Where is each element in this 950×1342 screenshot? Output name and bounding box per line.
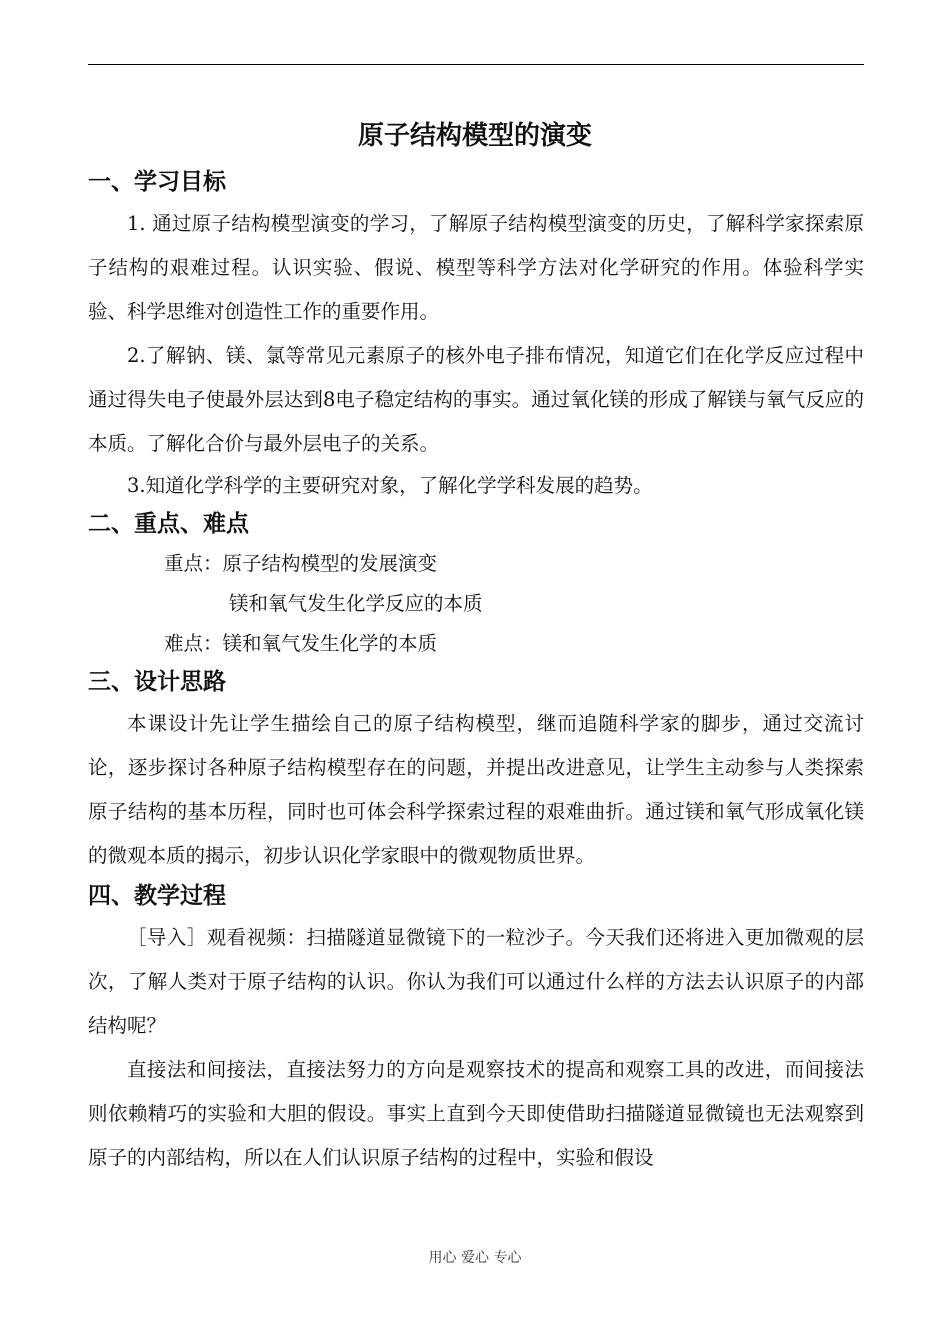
section-heading: 三、设计思路 (88, 669, 226, 695)
intro-paragraph (88, 916, 864, 1048)
paragraph: 3.知道化学科学的主要研究对象，了解化学学科发展的趋势。 (127, 474, 653, 497)
intro-label: ［导入］ (127, 926, 207, 949)
page-footer: 用心 爱心 专心 (428, 1250, 522, 1266)
paragraph: 直接法和间接法，直接法努力的方向是观察技术的提高和观察工具的改进，而间接法则依赖精巧的实验和大胆的假设。事实上直到今天即使借助扫描隧道显微镜也无法观察到原子的内部结构，所以在人们认识原子结构的过程中，实验和假设 (88, 1058, 864, 1169)
section-heading: 二、重点、难点 (88, 511, 249, 537)
paragraph: 2.了解钠、镁、氯等常见元素原子的核外电子排布情况，知道它们在化学反应过程中通过得失电子使最外层达到8电子稳定结构的事实。通过氧化镁的形成了解镁与氧气反应的本质。了解化合价与最外层电子的关系。 (88, 344, 864, 455)
section-heading: 四、教学过程 (88, 883, 226, 909)
key-point-text: 镁和氧气发生化学反应的本质 (229, 592, 483, 615)
section-teaching-process (88, 878, 864, 1180)
document-title: 原子结构模型的演变 (357, 121, 592, 151)
header-rule (88, 64, 864, 65)
key-point-text: 原子结构模型的发展演变 (222, 552, 438, 575)
paragraph: 本课设计先让学生描绘自己的原子结构模型，继而追随科学家的脚步，通过交流讨论，逐步探讨各种原子结构模型存在的问题，并提出改进意见，让学生主动参与人类探索原子结构的基本历程，同时也可体会科学探索过程的艰难曲折。通过镁和氧气形成氧化镁的微观本质的揭示，初步认识化学家眼中的微观物质世界。 (88, 712, 864, 867)
difficulty-line (88, 624, 864, 664)
key-point-line (88, 544, 864, 584)
key-point-line (88, 584, 864, 624)
document-body (88, 164, 864, 1180)
paragraph: 1. 通过原子结构模型演变的学习，了解原子结构模型演变的历史，了解科学家探索原子结构的艰难过程。认识实验、假说、模型等科学方法对化学研究的作用。体验科学实验、科学思维对创造性工作的重要作用。 (88, 212, 864, 323)
intro-text: 观看视频：扫描隧道显微镜下的一粒沙子。今天我们还将进入更加微观的层次，了解人类对于原子结构的认识。你认为我们可以通过什么样的方法去认识原子的内部结构呢？ (88, 926, 864, 1037)
section-learning-goals (88, 164, 864, 506)
difficulty-label: 难点： (164, 632, 223, 655)
section-key-points (88, 506, 864, 664)
difficulty-text: 镁和氧气发生化学的本质 (222, 632, 438, 655)
section-heading: 一、学习目标 (88, 169, 226, 195)
section-design-ideas (88, 664, 864, 878)
key-label: 重点： (164, 552, 223, 575)
